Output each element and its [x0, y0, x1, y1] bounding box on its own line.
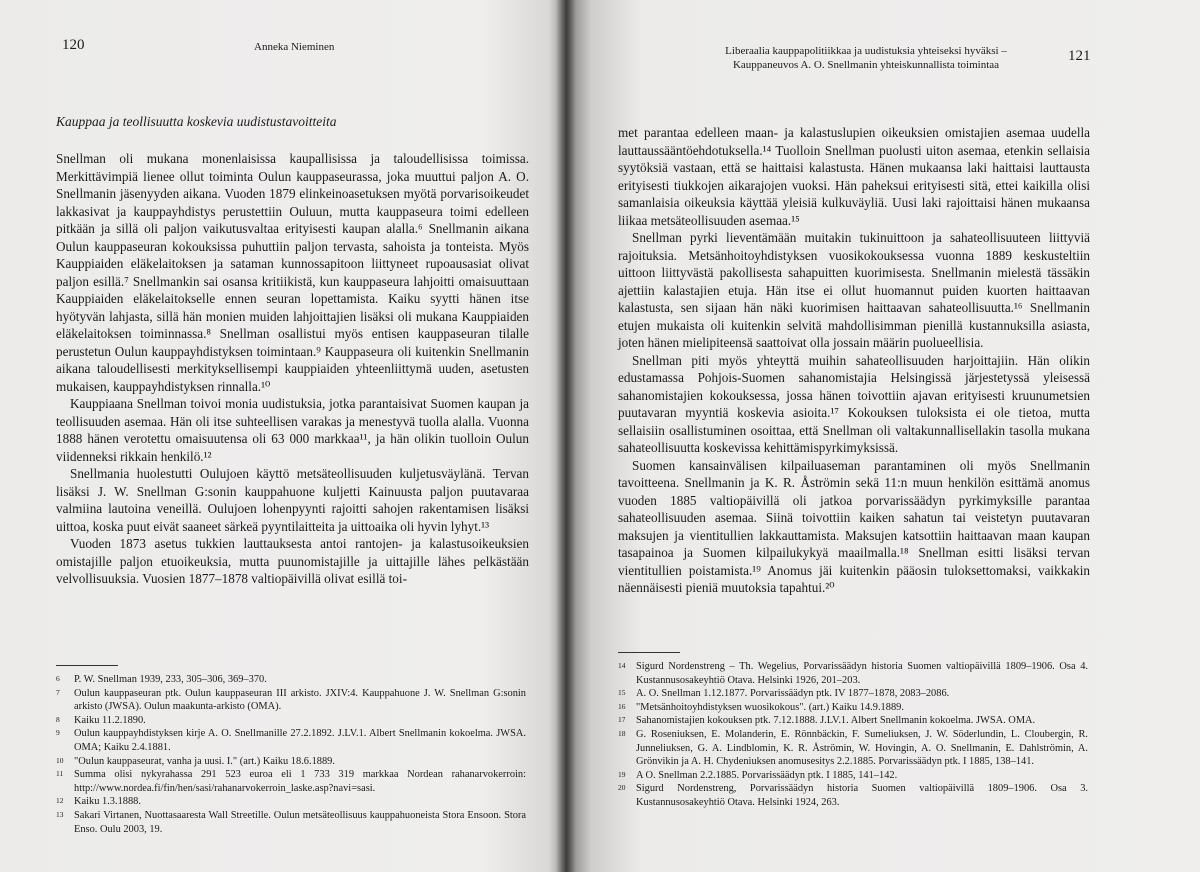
- footnote: 19 A O. Snellman 2.2.1885. Porvarissäädyn ptk. I 1885, 141–142.: [618, 769, 898, 781]
- footnote: 16 "Metsänhoitoyhdistyksen wuosikokous". (art.) Kaiku 14.9.1889.: [618, 701, 904, 713]
- right-footnotes: [618, 660, 1088, 810]
- footnote: 14 Sigurd Nordenstreng – Th. Wegelius, Porvarissäädyn historia Suomen valtiopäivillä 1809–1906. Osa 4. Kustannusosakeyhtiö Otava. Helsinki 1926, 201–203.: [618, 661, 1088, 686]
- footnote: 10 "Oulun kauppaseurat, vanha ja uusi. I." (art.) Kaiku 18.6.1889.: [56, 755, 335, 767]
- book-gutter: [556, 0, 576, 872]
- left-page-number: 120: [62, 37, 85, 53]
- right-running-head: [706, 44, 1026, 72]
- paragraph: Snellmania huolestutti Oulujoen käyttö metsäteollisuuden kuljetusväylänä. Tervan lisäksi J. W. Snellman G:sonin kauppahuone kuljetti Kainuusta paljon puutavaraa valmiina lautoina veneillä. Oulujoen lohenpyynti rajoitti sahojen rakentamisen lisäksi uittoa, koska puut eivät saaneet särkeä pyyntilaitteita ja uittoaika oli hyvin lyhyt.¹³: [56, 466, 529, 534]
- right-page-number: 121: [1068, 48, 1091, 64]
- footnote: 20 Sigurd Nordenstreng, Porvarissäädyn historia Suomen valtiopäivillä 1809–1906. Osa 3. Kustannusosakeyhtiö Otava. Helsinki 1924, 263.: [618, 783, 1088, 808]
- right-page: [566, 0, 1200, 872]
- paragraph: Suomen kansainvälisen kilpailuaseman parantaminen oli myös Snellmanin tavoitteena. Snellmanin ja K. R. Åströmin sekä 11:n muun henkilön esittämä anomus vuoden 1885 valtiopäivillä oli jatkoa porvarissäädyn pyrkimyksille parantaa sahateollisuuden asemaa. Siinä toivottiin kaiken sahatun tai veistetyn puutavaran maksujen ja vientitullien lakkauttamista. Maksujen katsottiin haittaavan maan kaupan tasapainoa ja Suomen kilpailukykyä maailmalla.¹⁸ Snellman esitti lisäksi tervan vientitullien poistamista.¹⁹ Anomus jäi kuitenkin pääosin tuloksettomaksi, vaikkakin näennäisesti pieniä muutoksia tapahtui.²⁰: [618, 457, 1090, 595]
- paragraph: Snellman oli mukana monenlaisissa kaupallisissa ja taloudellisissa toimissa. Merkittävimpiä lienee ollut toiminta Oulun kauppaseurassa, joka muuttui paljon A. O. Snellmanin jäsenyyden aikana. Vuoden 1879 elinkeinoasetuksen myötä porvarisoikeudet lakkasivat ja kauppayhdistys perustettiin Ouluun, mutta kauppaseura toimi edelleen pitkään ja sillä oli paljon vaikutusvaltaa erityisesti kaupan alalla.⁶ Snellmanin aikana Oulun kauppaseuran kokouksissa puhuttiin paljon tervasta, sahoista ja tonteista. Myös Kauppiaiden eläkelaitoksen ja sataman kunnossapitoon liittyneet rupoausasiat olivat paljon esillä.⁷ Snellmankin sai osansa kritiikistä, kun kauppaseura lahjoitti omaisuuttaan Kauppiaiden eläkelaitokselle ennen seuran lopettamista. Kaiku syytti hänen itse hyötyvän lahjasta, sillä hän monien muiden lahjoittajien lisäksi oli mukana Kauppiaiden eläkelaitoksen toiminnassa.⁸ Snellman osallistui myös entisen kauppaseuran tilalle perustetun Oulun kauppayhdistyksen toimintaan.⁹ Kauppaseura oli kuitenkin Snellmanin aikana taloudellisesti merkityksellisempi kauppiaiden yhteenliittymä uuden, asetusten mukaisen, kauppayhdistyksen rinnalla.¹⁰: [56, 151, 529, 394]
- footnote: 15 A. O. Snellman 1.12.1877. Porvarissäädyn ptk. IV 1877–1878, 2083–2086.: [618, 688, 950, 700]
- footnote: 7 Oulun kauppaseuran ptk. Oulun kauppaseuran III arkisto. JXIV:4. Kauppahuone J. W. Snellman G:sonin arkisto (JWSA). Oulun maakunta-arkisto (OMA).: [56, 687, 526, 713]
- footnote-rule: [618, 652, 680, 653]
- paragraph: Kauppiaana Snellman toivoi monia uudistuksia, jotka parantaisivat Suomen kaupan ja teollisuuden asemaa. Hän oli itse suhteellisen varakas ja menestyvä tuolla alalla. Vuonna 1888 hänen verotettu omaisuutensa oli 63 000 markkaa¹¹, ja hän olikin tuolloin Oulun viidenneksi rikkain henkilö.¹²: [56, 396, 529, 464]
- running-head-line: Liberaalia kauppapolitiikkaa ja uudistuksia yhteiseksi hyväksi –: [725, 45, 1007, 57]
- paragraph: Vuoden 1873 asetus tukkien lauttauksesta antoi rantojen- ja kalastusoikeuksien omistajille paljon etuoikeuksia, mutta puunomistajille ja uittajille lähes pelkästään velvollisuuksia. Vuosien 1877–1878 valtiopäivillä olivat esillä toi-: [56, 536, 529, 586]
- footnote: 17 Sahanomistajien kokouksen ptk. 7.12.1888. J.LV.1. Albert Snellmanin kokoelma. JWSA. OMA.: [618, 715, 1036, 727]
- footnote: 12 Kaiku 1.3.1888.: [56, 796, 141, 808]
- paragraph: Snellman pyrki lieventämään muitakin tukinuittoon ja sahateollisuuteen liittyviä rajoituksia. Metsänhoitoyhdistyksen vuosikokouksessa vuonna 1889 keskusteltiin uittoon liittyvästä pakollisesta sahapuitten kuorimisesta. Snellmanin mielestä tässäkin ajettiin kalastajien etuja. Hän itse ei ollut huomannut puiden kuorten haittaavan kalastusta, sen sijaan hän näki kuorimisen haittaavan sahateollisuutta.¹⁶ Snellmanin etujen mukaista oli kuitenkin selvitä mahdollisimman pienillä kustannuksilla asiasta, joten hänen mielipiteensä saattoivat olla jossain määrin puolueellisia.: [618, 230, 1090, 350]
- footnote-rule: [56, 665, 118, 666]
- left-page: [0, 0, 566, 872]
- section-title: Kauppaa ja teollisuutta koskevia uudistustavoitteita: [56, 114, 337, 129]
- running-head-line: Kauppaneuvos A. O. Snellmanin yhteiskunnallista toimintaa: [732, 59, 1000, 71]
- footnote: 9 Oulun kauppayhdistyksen kirje A. O. Snellmanille 27.2.1892. J.LV.1. Albert Snellmanin kokoelma. JWSA. OMA; Kaiku 2.4.1881.: [56, 728, 526, 753]
- paragraph: met parantaa edelleen maan- ja kalastuslupien oikeuksien omistajien asemaa uudella lauttaussääntöehdotuksella.¹⁴ Tuolloin Snellman puolusti uiton asemaa, etenkin sellaisia syytöksiä vastaan, että se haittaisi kalastusta. Hänen mukaansa laki haittaisi lauttausta erityisesti tiukkojen aikarajojen vuoksi. Hän paheksui erityisesti sitä, ettei kaikilla olisi samanlaisia oikeuksia käyttää yleisiä kulkuväyliä. Uusi laki rajoittaisi hänen mukaansa liikaa metsäteollisuuden asemaa.¹⁵: [618, 125, 1090, 228]
- footnote: 11 Summa olisi nykyrahassa 291 523 euroa eli 1 733 319 markkaa Nordean rahanarvokerroin: http://www.nordea.fi/fin/hen/sasi/rahanarvokerroin_laske.asp?navi=sasi.: [56, 769, 526, 794]
- right-body-text: [618, 124, 1090, 597]
- show-through-text: [395, 120, 555, 134]
- footnote: 18 G. Roseniuksen, E. Molanderin, E. Rönnbäckin, F. Sumeliuksen, J. W. Söderlundin, L. Cloubergin, R. Junneliuksen, G. A. Lindblomin, K. R. Åströmin, W. Hovingin, A. O. Snellmanin, E. Dahlströmin, A. Grönvikin ja A. H. Chydeniuksen anomusesitys 2.2.1885. Porvarissäädyn ptk. I 1885, 138–141.: [618, 728, 1088, 768]
- left-footnotes: [56, 673, 526, 836]
- left-running-head: Anneka Nieminen: [254, 41, 335, 53]
- footnote: 13 Sakari Virtanen, Nuottasaaresta Wall Streetille. Oulun metsäteollisuus kauppahuoneista Stora Ensoon. Stora Enso. Oulu 2003, 19.: [56, 809, 526, 835]
- left-body-text: [56, 150, 529, 588]
- paragraph: Snellman piti myös yhteyttä muihin sahateollisuuden harjoittajiin. Hän olikin edustamassa Pohjois-Suomen sahanomistajia Helsingissä järjestetyssä yleisessä sahanomistajien kokouksessa, jossa hänen toivottiin ajavan erityisesti kruunumetsien puutavaran myyntiä koskevia asioita.¹⁷ Kokouksen tuloksista ei ole tietoa, mutta sellaisiin osallistuminen osoittaa, että Snellman oli valtakunnallisellakin tasolla mukana sahateollisuutta koskevissa kehittämispyrkimyksissä.: [618, 352, 1090, 455]
- footnote: 8 Kaiku 11.2.1890.: [56, 714, 146, 726]
- footnote: 6 P. W. Snellman 1939, 233, 305–306, 369–370.: [56, 674, 267, 685]
